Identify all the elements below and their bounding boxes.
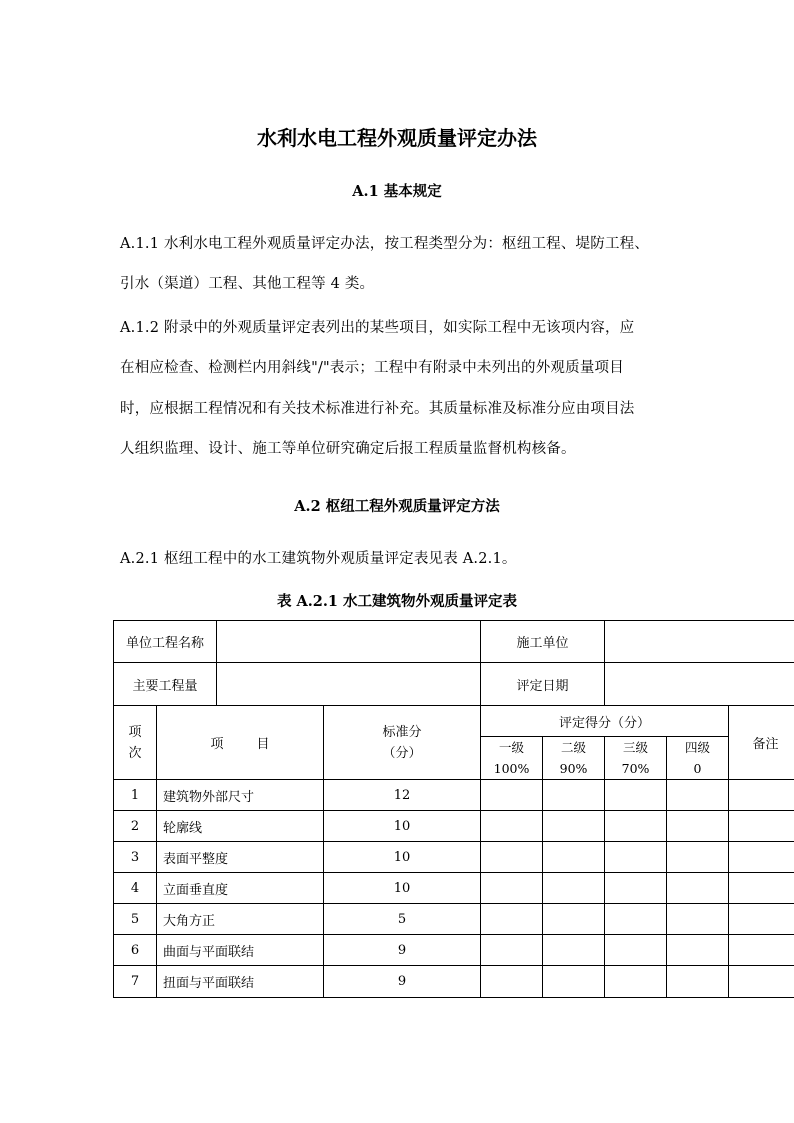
- row-std: 5: [324, 904, 481, 935]
- col-std-header: [324, 706, 481, 780]
- grade-pct: 90%: [559, 761, 588, 776]
- row-std: 12: [324, 780, 481, 811]
- grade-cell: [605, 904, 667, 935]
- contractor-value: [605, 621, 794, 663]
- paragraph-line: 在相应检查、检测栏内用斜线"/"表示；工程中有附录中未列出的外观质量项目: [120, 360, 624, 376]
- grade-cell: [605, 935, 667, 966]
- paragraph-line: 时，应根据工程情况和有关技术标准进行补充。其质量标准及标准分应由项目法: [120, 401, 635, 417]
- grade-cell: [605, 780, 667, 811]
- grade-cell: [667, 935, 729, 966]
- unit-project-label: 单位工程名称: [114, 621, 217, 663]
- row-no: 1: [114, 780, 157, 811]
- row-no: 6: [114, 935, 157, 966]
- table-header-row: [114, 621, 794, 663]
- grade-cell: [481, 780, 543, 811]
- grade-cell: [543, 780, 605, 811]
- grade-cell: [667, 873, 729, 904]
- col-no-header: [114, 706, 157, 780]
- section-heading-a1: A.1 基本规定: [352, 183, 442, 200]
- col-no-line1: 项: [128, 724, 142, 740]
- paragraph-line: 引水（渠道）工程、其他工程等 4 类。: [120, 276, 375, 292]
- eval-date-label: 评定日期: [481, 663, 605, 706]
- paragraph-line: A.2.1 枢纽工程中的水工建筑物外观质量评定表见表 A.2.1。: [120, 551, 517, 567]
- grade-cell: [481, 842, 543, 873]
- grade-cell: [667, 966, 729, 998]
- document-title: 水利水电工程外观质量评定办法: [257, 126, 537, 150]
- remark-cell: [729, 873, 794, 904]
- paragraph-line: 人组织监理、设计、施工等单位研究确定后报工程质量监督机构核备。: [120, 441, 576, 457]
- grade-cell: [543, 966, 605, 998]
- evaluation-table: [113, 620, 794, 998]
- grade-cell: [667, 842, 729, 873]
- unit-project-value: [217, 621, 481, 663]
- remark-cell: [729, 842, 794, 873]
- grade-cell: [481, 904, 543, 935]
- grade-cell: [667, 904, 729, 935]
- grade-name: 四级: [685, 740, 711, 755]
- grade-cell: [667, 811, 729, 842]
- row-item: 表面平整度: [157, 842, 324, 873]
- grade-cell: [605, 842, 667, 873]
- grade-cell: [605, 811, 667, 842]
- table-row: [114, 935, 794, 966]
- table-row: [114, 966, 794, 998]
- grade-cell: [543, 935, 605, 966]
- row-item: 建筑物外部尺寸: [157, 780, 324, 811]
- grade-pct: 100%: [493, 761, 530, 776]
- row-no: 5: [114, 904, 157, 935]
- table-row: [114, 904, 794, 935]
- row-std: 10: [324, 842, 481, 873]
- section-heading-a2: A.2 枢纽工程外观质量评定方法: [294, 498, 500, 515]
- table-row: [114, 811, 794, 842]
- grade-cell: [481, 811, 543, 842]
- grade-cell: [605, 873, 667, 904]
- row-item: 轮廓线: [157, 811, 324, 842]
- col-score-group-header: 评定得分（分）: [481, 706, 729, 737]
- row-item: 立面垂直度: [157, 873, 324, 904]
- paragraph-line: A.1.1 水利水电工程外观质量评定办法，按工程类型分为：枢纽工程、堤防工程、: [120, 236, 650, 252]
- main-quantity-value: [217, 663, 481, 706]
- col-remark-header: 备注: [729, 706, 794, 780]
- eval-date-value: [605, 663, 794, 706]
- row-std: 10: [324, 811, 481, 842]
- col-std-line1: 标准分: [382, 724, 422, 740]
- grade-4-header: [667, 737, 729, 780]
- row-no: 4: [114, 873, 157, 904]
- grade-cell: [481, 873, 543, 904]
- grade-cell: [481, 966, 543, 998]
- grade-name: 三级: [623, 740, 649, 755]
- grade-pct: 70%: [621, 761, 650, 776]
- remark-cell: [729, 780, 794, 811]
- col-no-line2: 次: [128, 745, 142, 761]
- remark-cell: [729, 904, 794, 935]
- grade-cell: [543, 842, 605, 873]
- table-header-row: [114, 663, 794, 706]
- row-item: 大角方正: [157, 904, 324, 935]
- remark-cell: [729, 811, 794, 842]
- remark-cell: [729, 935, 794, 966]
- row-item: 扭面与平面联结: [157, 966, 324, 998]
- col-item-header: 项 目: [157, 706, 324, 780]
- grade-name: 二级: [561, 740, 587, 755]
- main-quantity-label: 主要工程量: [114, 663, 217, 706]
- row-item: 曲面与平面联结: [157, 935, 324, 966]
- grade-cell: [605, 966, 667, 998]
- row-no: 3: [114, 842, 157, 873]
- row-std: 9: [324, 966, 481, 998]
- row-std: 9: [324, 935, 481, 966]
- grade-cell: [543, 904, 605, 935]
- grade-cell: [481, 935, 543, 966]
- table-caption: 表 A.2.1 水工建筑物外观质量评定表: [276, 593, 518, 610]
- row-no: 2: [114, 811, 157, 842]
- grade-1-header: [481, 737, 543, 780]
- table-row: [114, 873, 794, 904]
- grade-cell: [667, 780, 729, 811]
- grade-pct: 0: [693, 761, 702, 776]
- row-std: 10: [324, 873, 481, 904]
- grade-3-header: [605, 737, 667, 780]
- table-row: [114, 842, 794, 873]
- table-row: [114, 780, 794, 811]
- grade-2-header: [543, 737, 605, 780]
- row-no: 7: [114, 966, 157, 998]
- grade-cell: [543, 873, 605, 904]
- contractor-label: 施工单位: [481, 621, 605, 663]
- grade-cell: [543, 811, 605, 842]
- grade-name: 一级: [499, 740, 525, 755]
- paragraph-line: A.1.2 附录中的外观质量评定表列出的某些项目，如实际工程中无该项内容，应: [120, 320, 635, 336]
- remark-cell: [729, 966, 794, 998]
- column-header-row: [114, 706, 794, 737]
- col-std-line2: （分）: [382, 745, 422, 761]
